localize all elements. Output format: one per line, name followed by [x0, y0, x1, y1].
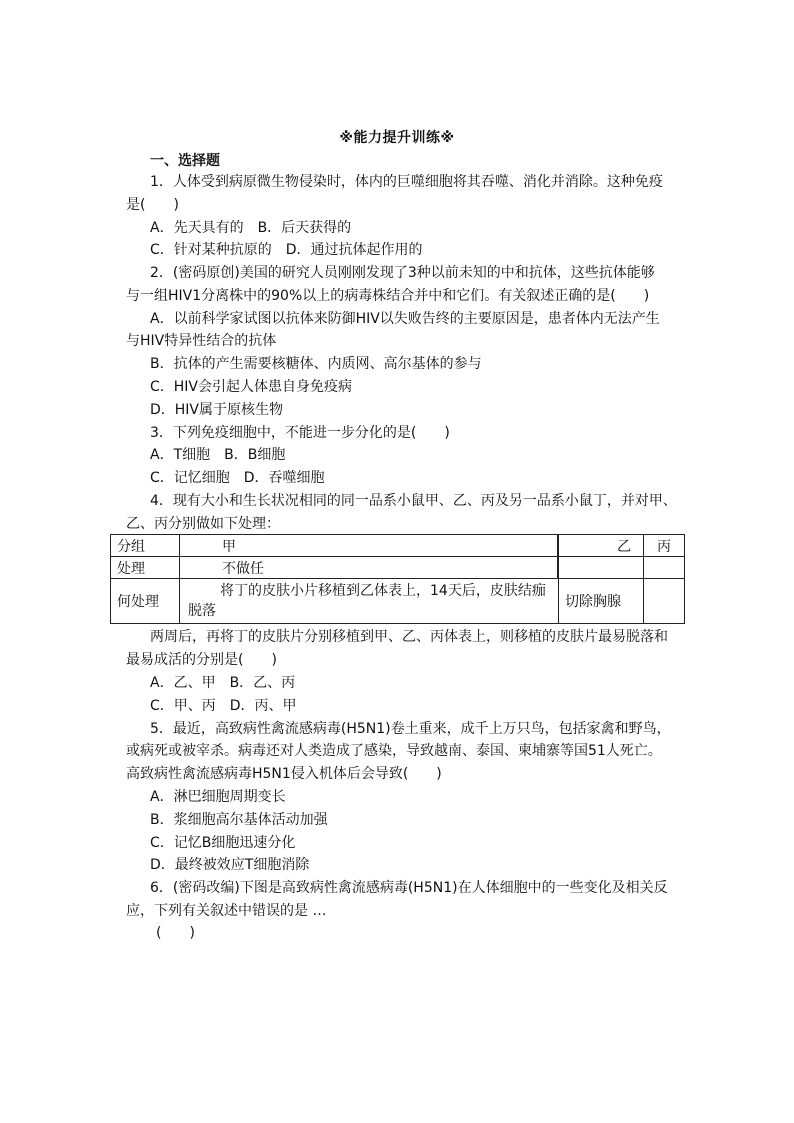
question-3-option-ab: A．T细胞 B．B细胞 [150, 447, 286, 463]
section-heading: 一、选择题 [150, 153, 220, 169]
question-5-line-3: 高致病性禽流感病毒H5N1侵入机体后会导致( ) [126, 766, 442, 782]
question-1-line-1: 1．人体受到病原微生物侵染时，体内的巨噬细胞将其吞噬、消化并消除。这种免疫 [150, 174, 663, 190]
question-5-line-2: 或病死或被宰杀。病毒还对人类造成了感染，导致越南、泰国、柬埔寨等国51人死亡。 [126, 743, 662, 759]
question-1-option-ab: A．先天具有的 B．后天获得的 [150, 220, 352, 236]
table-cell: 处理 [111, 557, 180, 579]
question-1-option-cd: C．针对某种抗原的 D．通过抗体起作用的 [150, 242, 423, 258]
question-4-option-cd: C．甲、丙 D．丙、甲 [150, 698, 297, 714]
question-4-line-3: 两周后，再将丁的皮肤片分别移植到甲、乙、丙体表上，则移植的皮肤片最易脱落和 [150, 629, 668, 645]
question-5-option-a: A．淋巴细胞周期变长 [150, 789, 286, 805]
question-2-option-c: C．HIV会引起人体患自身免疫病 [150, 379, 353, 395]
question-2-option-a-line-2: 与HIV特异性结合的抗体 [126, 333, 277, 349]
question-4-line-1: 4．现有大小和生长状况相同的同一品系小鼠甲、乙、丙及另一品系小鼠丁，并对甲、 [150, 493, 677, 509]
table-cell [644, 557, 685, 579]
question-4-option-ab: A．乙、甲 B．乙、丙 [150, 675, 296, 691]
table-row [111, 579, 685, 624]
table-cell: 甲 [180, 535, 558, 557]
table-cell-multiline [180, 579, 559, 624]
table-cell-text: 将丁的皮肤小片移植到乙体表上，14天后，皮肤结痂 [220, 583, 546, 599]
question-3-line-1: 3．下列免疫细胞中，不能进一步分化的是( ) [150, 425, 450, 441]
table-cell: 分组 [111, 535, 180, 557]
question-1-line-2: 是( ) [126, 197, 179, 213]
question-5-option-c: C．记忆B细胞迅速分化 [150, 835, 296, 851]
question-2-option-a-line-1: A．以前科学家试图以抗体来防御HIV以失败告终的主要原因是，患者体内无法产生 [150, 311, 660, 327]
table-cell: 不做任 [180, 557, 558, 579]
table-cell-text: 脱落 [188, 603, 216, 619]
question-2-option-d: D．HIV属于原核生物 [150, 402, 284, 418]
question-5-option-b: B．浆细胞高尔基体活动加强 [150, 812, 328, 828]
question-2-line-2: 与一组HIV1分离株中的90%以上的病毒株结合并中和它们。有关叙述正确的是( ) [126, 288, 650, 304]
page-title: ※能力提升训练※ [339, 130, 455, 146]
table-cell [559, 557, 644, 579]
question-2-line-1: 2．(密码原创)美国的研究人员刚刚发现了3种以前未知的中和抗体，这些抗体能够 [150, 265, 655, 281]
question-4-line-4: 最易成活的分别是( ) [126, 652, 277, 668]
question-6-line-2: 应，下列有关叙述中错误的是 … [126, 903, 327, 919]
table-row [111, 557, 685, 579]
question-2-option-b: B．抗体的产生需要核糖体、内质网、高尔基体的参与 [150, 356, 482, 372]
table-header-row [111, 535, 685, 557]
question-3-option-cd: C．记忆细胞 D．吞噬细胞 [150, 470, 325, 486]
question-4-line-2: 乙、丙分别做如下处理： [126, 516, 280, 532]
table-cell [644, 579, 685, 624]
question-6-answer-blank: ( ) [156, 925, 195, 941]
table-cell: 丙 [644, 535, 685, 557]
question-5-line-1: 5．最近，高致病性禽流感病毒(H5N1)卷土重来，成千上万只鸟，包括家禽和野鸟， [150, 721, 671, 737]
table-cell: 乙 [559, 535, 644, 557]
question-5-option-d: D．最终被效应T细胞消除 [150, 857, 310, 873]
table-cell: 何处理 [111, 579, 180, 624]
treatment-table [110, 534, 685, 624]
question-6-line-1: 6．(密码改编)下图是高致病性禽流感病毒(H5N1)在人体细胞中的一些变化及相关反 [150, 880, 668, 896]
table-cell: 切除胸腺 [559, 579, 644, 624]
